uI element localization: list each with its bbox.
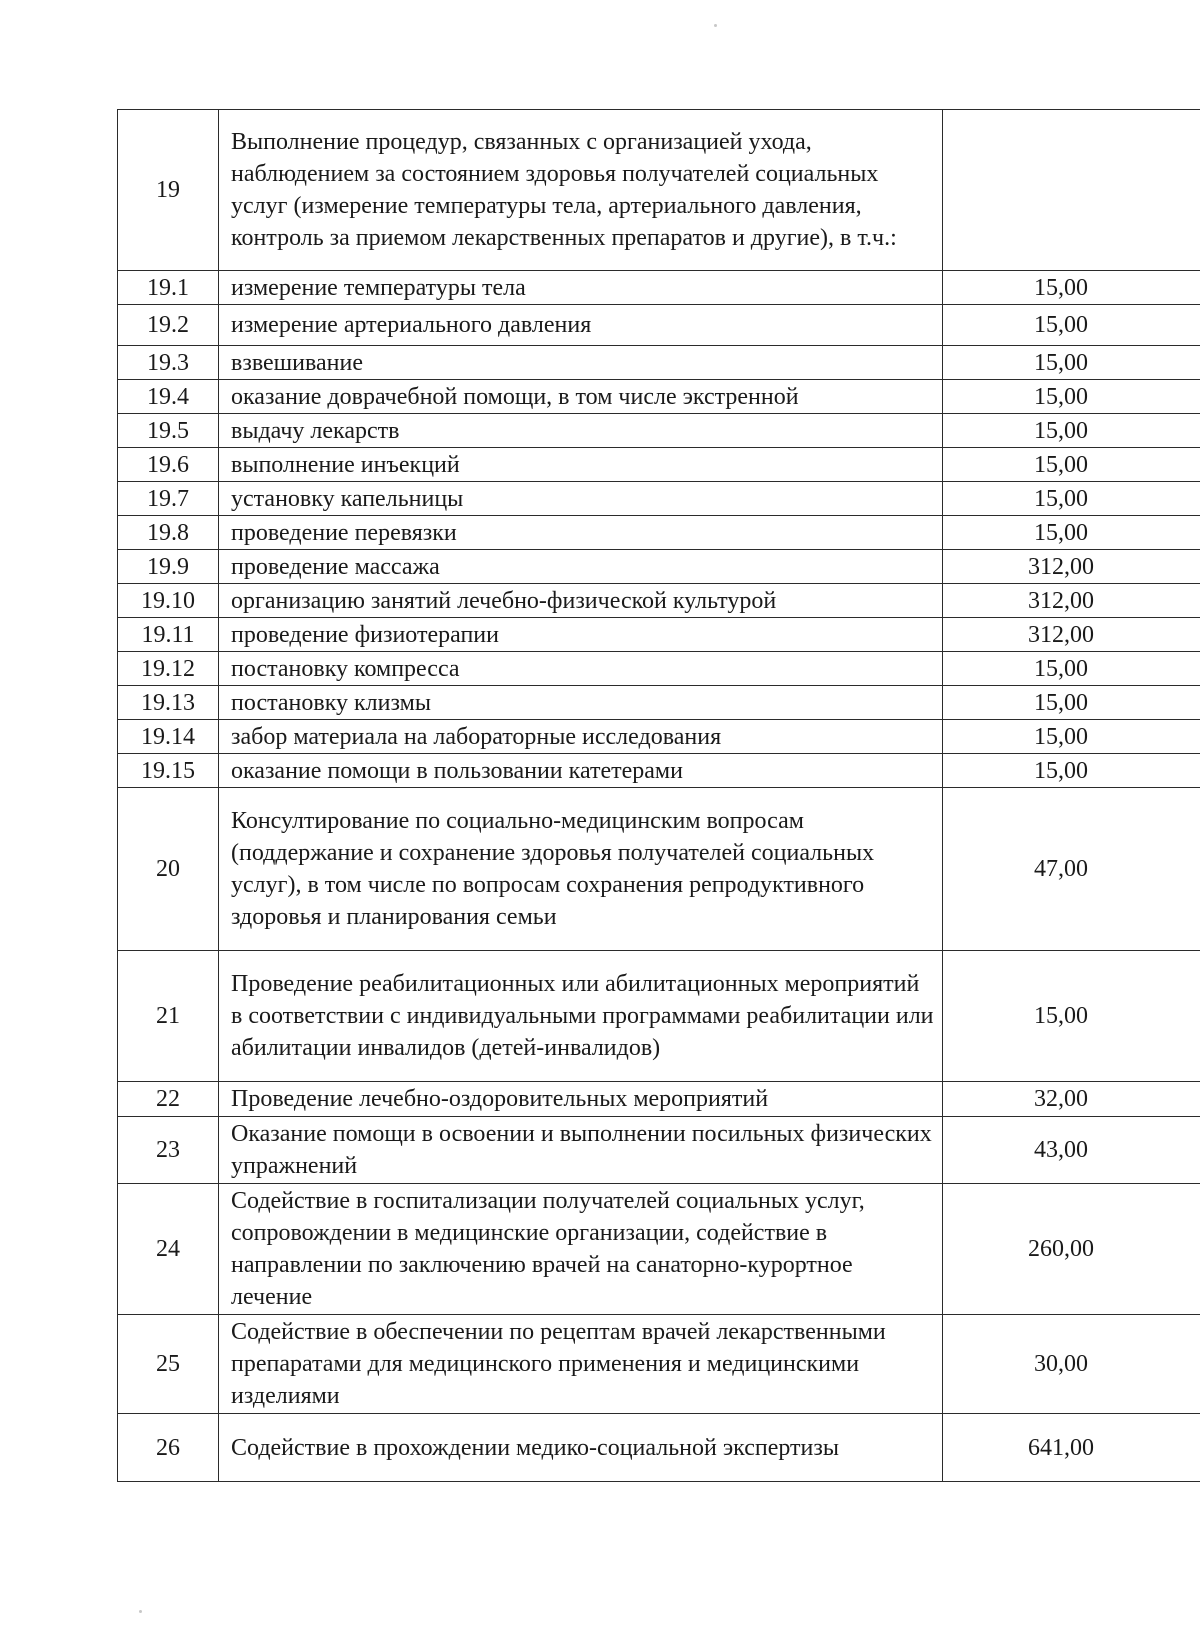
service-name: постановку компресса bbox=[219, 652, 943, 686]
row-number: 19.3 bbox=[118, 346, 219, 380]
service-price: 312,00 bbox=[943, 584, 1200, 618]
row-number: 23 bbox=[118, 1117, 219, 1184]
row-number: 19 bbox=[118, 110, 219, 271]
row-number: 20 bbox=[118, 788, 219, 951]
service-price: 15,00 bbox=[943, 482, 1200, 516]
service-name: взвешивание bbox=[219, 346, 943, 380]
row-number: 26 bbox=[118, 1414, 219, 1482]
service-name: установку капельницы bbox=[219, 482, 943, 516]
table-row bbox=[118, 951, 1200, 1082]
service-name: Содействие в обеспечении по рецептам врачей лекарственными препаратами для медицинского применения и медицинскими изделиями bbox=[219, 1315, 943, 1414]
service-name: проведение физиотерапии bbox=[219, 618, 943, 652]
row-number: 24 bbox=[118, 1184, 219, 1315]
service-name: проведение перевязки bbox=[219, 516, 943, 550]
service-price: 47,00 bbox=[943, 788, 1200, 951]
service-name: постановку клизмы bbox=[219, 686, 943, 720]
service-name: забор материала на лабораторные исследования bbox=[219, 720, 943, 754]
table-row bbox=[118, 414, 1200, 448]
table-row bbox=[118, 618, 1200, 652]
service-name: Содействие в прохождении медико-социальной экспертизы bbox=[219, 1414, 943, 1482]
row-number: 19.10 bbox=[118, 584, 219, 618]
services-price-table bbox=[117, 109, 1200, 1482]
service-name: измерение температуры тела bbox=[219, 271, 943, 305]
table-row bbox=[118, 720, 1200, 754]
table-row bbox=[118, 346, 1200, 380]
table-row bbox=[118, 305, 1200, 346]
table-row bbox=[118, 380, 1200, 414]
service-price: 30,00 bbox=[943, 1315, 1200, 1414]
table-row bbox=[118, 1082, 1200, 1117]
row-number: 19.11 bbox=[118, 618, 219, 652]
row-number: 22 bbox=[118, 1082, 219, 1117]
service-price: 15,00 bbox=[943, 754, 1200, 788]
service-price: 15,00 bbox=[943, 271, 1200, 305]
row-number: 19.12 bbox=[118, 652, 219, 686]
service-price: 15,00 bbox=[943, 652, 1200, 686]
table-row bbox=[118, 1315, 1200, 1414]
service-name: проведение массажа bbox=[219, 550, 943, 584]
row-number: 19.15 bbox=[118, 754, 219, 788]
service-name: организацию занятий лечебно-физической культурой bbox=[219, 584, 943, 618]
service-price: 15,00 bbox=[943, 686, 1200, 720]
service-name: Оказание помощи в освоении и выполнении посильных физических упражнений bbox=[219, 1117, 943, 1184]
service-name: Проведение лечебно-оздоровительных мероприятий bbox=[219, 1082, 943, 1117]
table-row bbox=[118, 584, 1200, 618]
service-name: измерение артериального давления bbox=[219, 305, 943, 346]
row-number: 19.1 bbox=[118, 271, 219, 305]
service-price: 15,00 bbox=[943, 720, 1200, 754]
table-row bbox=[118, 516, 1200, 550]
service-name: оказание помощи в пользовании катетерами bbox=[219, 754, 943, 788]
row-number: 25 bbox=[118, 1315, 219, 1414]
row-number: 19.5 bbox=[118, 414, 219, 448]
service-price: 15,00 bbox=[943, 951, 1200, 1082]
table-row bbox=[118, 652, 1200, 686]
table-row bbox=[118, 1414, 1200, 1482]
service-price: 15,00 bbox=[943, 305, 1200, 346]
table-row bbox=[118, 788, 1200, 951]
row-number: 19.6 bbox=[118, 448, 219, 482]
service-price: 15,00 bbox=[943, 414, 1200, 448]
service-price: 312,00 bbox=[943, 618, 1200, 652]
row-number: 19.4 bbox=[118, 380, 219, 414]
service-name: выполнение инъекций bbox=[219, 448, 943, 482]
row-number: 19.2 bbox=[118, 305, 219, 346]
row-number: 19.8 bbox=[118, 516, 219, 550]
service-name: Выполнение процедур, связанных с организацией ухода, наблюдением за состоянием здоровья получателей социальных услуг (измерение температуры тела, артериального давления, контроль за приемом лекарственных препаратов и другие), в т.ч.: bbox=[219, 110, 943, 271]
row-number: 19.13 bbox=[118, 686, 219, 720]
table-row bbox=[118, 686, 1200, 720]
row-number: 19.14 bbox=[118, 720, 219, 754]
row-number: 19.9 bbox=[118, 550, 219, 584]
table-row bbox=[118, 754, 1200, 788]
service-price: 15,00 bbox=[943, 346, 1200, 380]
table-row bbox=[118, 550, 1200, 584]
service-price bbox=[943, 110, 1200, 271]
service-name: Содействие в госпитализации получателей социальных услуг, сопровождении в медицинские организации, содействие в направлении по заключению врачей на санаторно-курортное лечение bbox=[219, 1184, 943, 1315]
table-row bbox=[118, 1184, 1200, 1315]
service-price: 15,00 bbox=[943, 516, 1200, 550]
service-price: 15,00 bbox=[943, 448, 1200, 482]
row-number: 21 bbox=[118, 951, 219, 1082]
service-price: 641,00 bbox=[943, 1414, 1200, 1482]
service-name: оказание доврачебной помощи, в том числе экстренной bbox=[219, 380, 943, 414]
service-price: 32,00 bbox=[943, 1082, 1200, 1117]
row-number: 19.7 bbox=[118, 482, 219, 516]
service-name: Консултирование по социально-медицинским вопросам (поддержание и сохранение здоровья получателей социальных услуг), в том числе по вопросам сохранения репродуктивного здоровья и планирования семьи bbox=[219, 788, 943, 951]
table-row bbox=[118, 1117, 1200, 1184]
service-price: 43,00 bbox=[943, 1117, 1200, 1184]
service-name: выдачу лекарств bbox=[219, 414, 943, 448]
service-price: 15,00 bbox=[943, 380, 1200, 414]
table-row bbox=[118, 271, 1200, 305]
table-row bbox=[118, 448, 1200, 482]
service-name: Проведение реабилитационных или абилитационных мероприятий в соответствии с индивидуальными программами реабилитации или абилитации инвалидов (детей-инвалидов) bbox=[219, 951, 943, 1082]
scan-speck bbox=[714, 24, 717, 27]
service-price: 260,00 bbox=[943, 1184, 1200, 1315]
service-price: 312,00 bbox=[943, 550, 1200, 584]
table-row bbox=[118, 482, 1200, 516]
table-row bbox=[118, 110, 1200, 271]
scan-speck bbox=[139, 1610, 142, 1613]
